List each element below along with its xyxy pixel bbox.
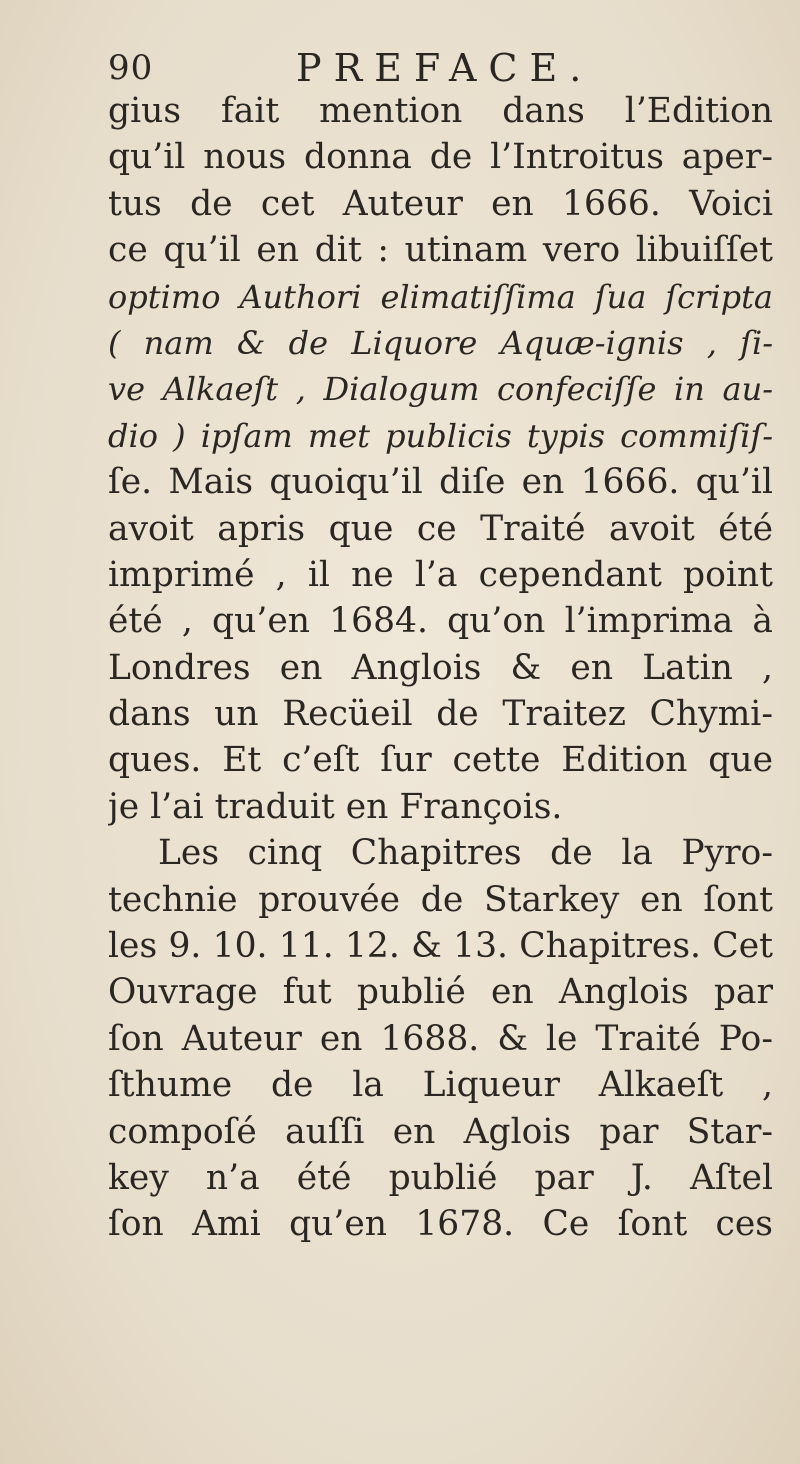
- text-line: les 9. 10. 11. 12. & 13. Chapitres. Cet: [108, 926, 773, 967]
- text-line: dans un Recüeil de Traitez Chymi-: [108, 694, 773, 735]
- text-line: compoſé auſſi en Aglois par Star-: [108, 1111, 773, 1152]
- text-line: tus de cet Auteur en 1666. Voici: [108, 183, 773, 224]
- text-line: Ouvrage fut publié en Anglois par: [108, 972, 773, 1013]
- body-text: [108, 88, 773, 1248]
- text-line: ſe. Mais quoiqu’il diſe en 1666. qu’il: [108, 462, 773, 503]
- text-line: ve Alkaeſt , Dialogum confeciſſe in au-: [108, 370, 773, 409]
- text-line: technie prouvée de Starkey en ſont: [108, 879, 773, 920]
- text-line: optimo Authori elimatiſſima ſua ſcripta: [108, 277, 773, 316]
- running-head: PREFACE.: [296, 46, 594, 90]
- text-line: qu’il nous donna de l’Introitus aper-: [108, 137, 773, 178]
- text-line: ( nam & de Liquore Aquæ-ignis , ſi-: [108, 323, 773, 362]
- text-line: Londres en Anglois & en Latin ,: [108, 647, 773, 688]
- text-line: dio ) ipſam met publicis typis commiſiſ-: [108, 416, 773, 455]
- text-line: ſon Auteur en 1688. & le Traité Po-: [108, 1018, 773, 1059]
- text-line: ce qu’il en dit : utinam vero libuiſſet: [108, 230, 773, 271]
- text-line: je l’ai traduit en François.: [108, 786, 563, 827]
- text-line: imprimé , il ne l’a cependant point: [108, 554, 773, 595]
- text-line: key n’a été publié par J. Aſtel: [108, 1157, 773, 1198]
- text-line: avoit apris que ce Traité avoit été: [108, 508, 773, 549]
- text-line: gius fait mention dans l’Edition: [108, 91, 773, 131]
- text-line: Les cinq Chapitres de la Pyro-: [158, 833, 773, 874]
- text-line: ques. Et c’eſt ſur cette Edition que: [108, 740, 773, 781]
- page-number: 90: [108, 48, 154, 88]
- text-line: ſthume de la Liqueur Alkaeſt ,: [108, 1065, 773, 1106]
- text-line: été , qu’en 1684. qu’on l’imprima à: [108, 601, 773, 642]
- text-line: ſon Ami qu’en 1678. Ce ſont ces: [108, 1204, 773, 1245]
